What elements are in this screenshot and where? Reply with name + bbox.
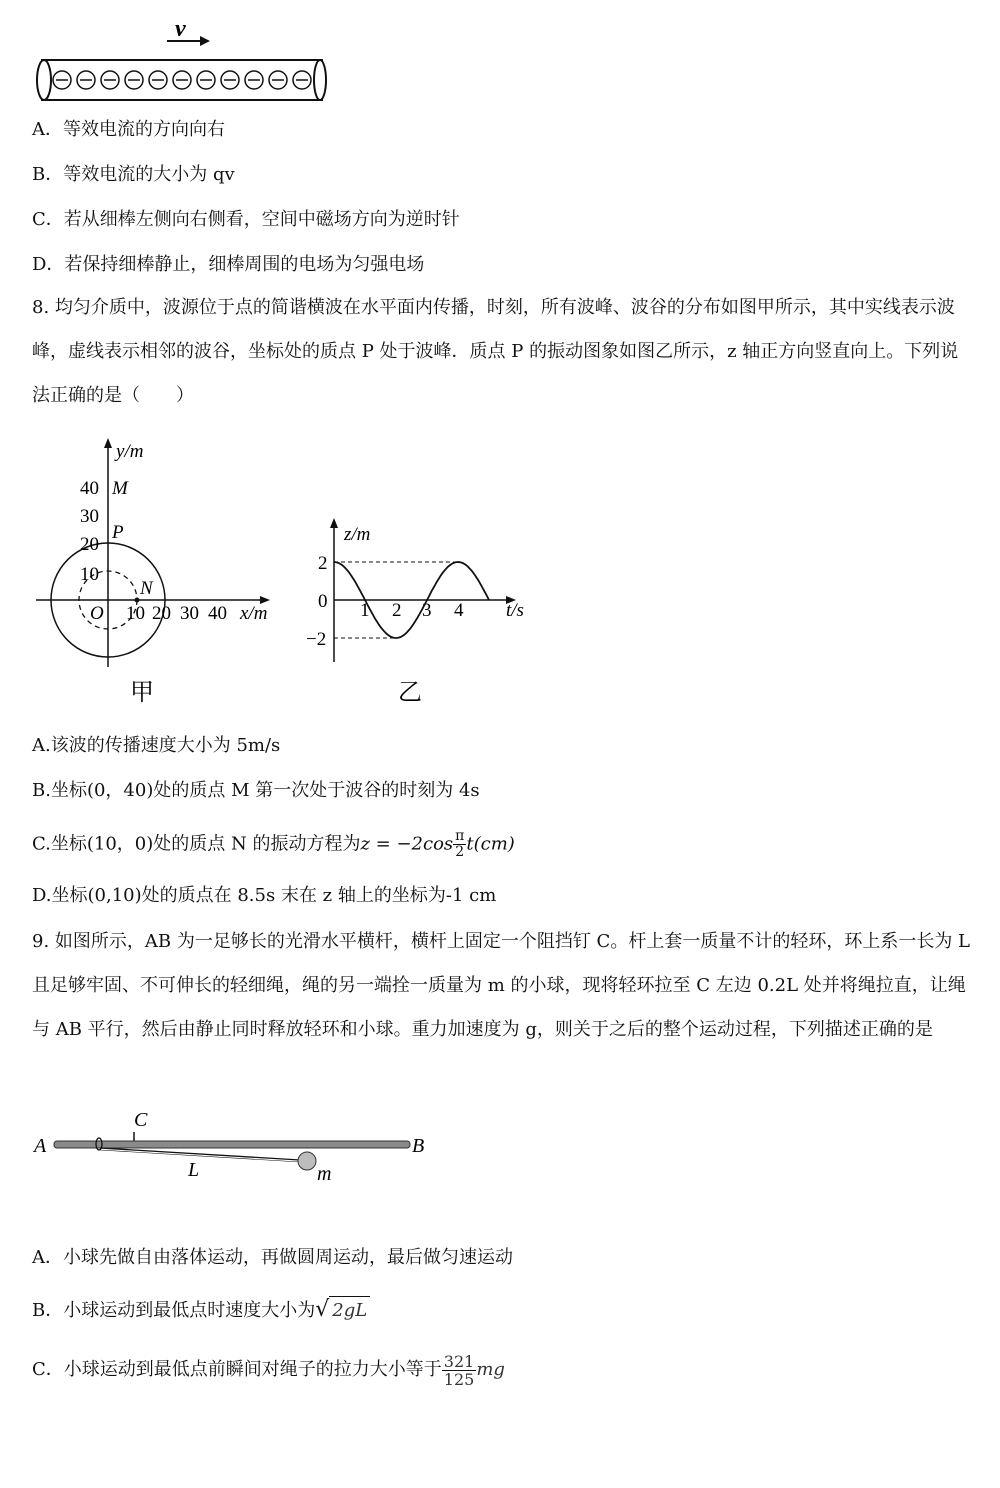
q7-option-d: D．若保持细棒静止，细棒周围的电场为匀强电场 [32, 254, 425, 275]
label-m: m [317, 1163, 332, 1185]
jia-y-tick-40: 40 [80, 478, 99, 499]
yi-t-tick-4: 4 [454, 600, 464, 621]
q9-option-b [32, 1296, 370, 1325]
q8-option-c-fraction [453, 829, 466, 860]
string-l-lower [100, 1150, 300, 1162]
yi-t-tick-1: 1 [360, 600, 370, 621]
yi-z-tick-0: 0 [318, 591, 328, 612]
jia-label-m: M [112, 478, 128, 499]
yi-z-tick-neg2: −2 [306, 629, 327, 650]
q7-option-b: B．等效电流的大小为 qv [32, 164, 235, 185]
yi-z-arrowhead [330, 518, 338, 528]
jia-x-tick-20: 20 [152, 603, 171, 624]
label-c: C [134, 1109, 148, 1131]
q7-option-a: A．等效电流的方向向右 [32, 119, 225, 140]
q9-option-c-text: C．小球运动到最低点前瞬间对绳子的拉力大小等于 [32, 1359, 442, 1380]
rod-ab-figure [30, 1100, 440, 1190]
jia-x-label: x/m [240, 603, 268, 624]
q8-option-b: B.坐标(0，40)处的质点 M 第一次处于波谷的时刻为 4s [32, 780, 480, 801]
jia-y-tick-20: 20 [80, 534, 99, 555]
sqrt-sign: √ [315, 1297, 330, 1322]
vibration-figure-yi [300, 512, 540, 707]
label-b: B [412, 1135, 425, 1157]
frac-denominator: 125 [443, 1369, 475, 1389]
jia-y-tick-30: 30 [80, 506, 99, 527]
q9-stem: 9. 如图所示，AB 为一足够长的光滑水平横杆，横杆上固定一个阻挡钉 C。杆上套一质量不计的轻环，环上系一长为 L 且足够牢固、不可伸长的轻细绳，绳的另一端拴一质量为 m 的小球，现将轻环拉至 C 左边 0.2L 处并将绳拉直，让绳与 AB 平行，然后由静止同时释放轻环和小球。重力加速度为 g，则关于之后的整个运动过程，下列描述正确的是 [32, 931, 971, 1040]
jia-x-tick-40: 40 [208, 603, 227, 624]
jia-y-tick-10: 10 [80, 564, 99, 585]
jia-label-n: N [140, 578, 153, 599]
q8-option-c-text: C.坐标(10，0)处的质点 N 的振动方程为 [32, 833, 361, 855]
velocity-label: v [175, 16, 186, 42]
label-a: A [34, 1135, 47, 1157]
q8-option-a: A.该波的传播速度大小为 5m/s [32, 735, 281, 756]
q8-option-c-formula-right: t(cm) [466, 833, 515, 855]
velocity-arrowhead [200, 36, 210, 46]
q8-option-c [32, 829, 515, 860]
rod-right-end [314, 60, 326, 100]
q9-option-b-text: B．小球运动到最低点时速度大小为 [32, 1300, 316, 1321]
jia-y-label: y/m [116, 441, 144, 462]
q8-option-d: D.坐标(0,10)处的质点在 8.5s 末在 z 轴上的坐标为-1 cm [32, 885, 497, 906]
yi-t-label: t/s [506, 600, 524, 621]
jia-label-p: P [112, 522, 124, 543]
jia-origin: O [90, 603, 104, 624]
yi-t-tick-2: 2 [392, 600, 402, 621]
jia-point-n [135, 598, 140, 603]
q9-option-a: A．小球先做自由落体运动，再做圆周运动，最后做匀速运动 [32, 1247, 513, 1268]
yi-caption: 乙 [398, 680, 422, 706]
yi-t-tick-3: 3 [422, 600, 432, 621]
yi-z-tick-2: 2 [318, 553, 328, 574]
string-l [100, 1148, 300, 1160]
jia-y-arrowhead [104, 438, 112, 448]
frac-numerator: π [455, 828, 465, 844]
jia-caption: 甲 [130, 680, 154, 706]
rod-figure [30, 10, 330, 105]
rod-left-end [37, 60, 51, 100]
ball-m [298, 1152, 316, 1170]
label-l: L [188, 1159, 200, 1181]
q8-stem: 8. 均匀介质中，波源位于点的简谐横波在水平面内传播，时刻，所有波峰、波谷的分布如图甲所示，其中实线表示波峰，虚线表示相邻的波谷，坐标处的质点 P 处于波峰．质点 P 的振动图象如图乙所示，z 轴正方向竖直向上。下列说法正确的是（ ） [32, 297, 959, 406]
q9-option-c-fraction [442, 1353, 477, 1388]
rod-ab [54, 1141, 410, 1148]
frac-numerator: 321 [443, 1351, 475, 1371]
q9-option-c [32, 1352, 505, 1388]
sqrt-radicand: 2gL [329, 1296, 370, 1325]
yi-z-label: z/m [344, 524, 371, 545]
q8-option-c-formula-left: z = −2cos [360, 833, 454, 855]
wave-figure-jia [30, 432, 290, 707]
q7-option-c: C．若从细棒左侧向右侧看，空间中磁场方向为逆时针 [32, 209, 460, 230]
jia-x-tick-30: 30 [180, 603, 199, 624]
jia-x-tick-10: 10 [126, 603, 145, 624]
frac-denominator: 2 [455, 844, 465, 860]
q9-option-c-suffix: mg [476, 1359, 505, 1380]
